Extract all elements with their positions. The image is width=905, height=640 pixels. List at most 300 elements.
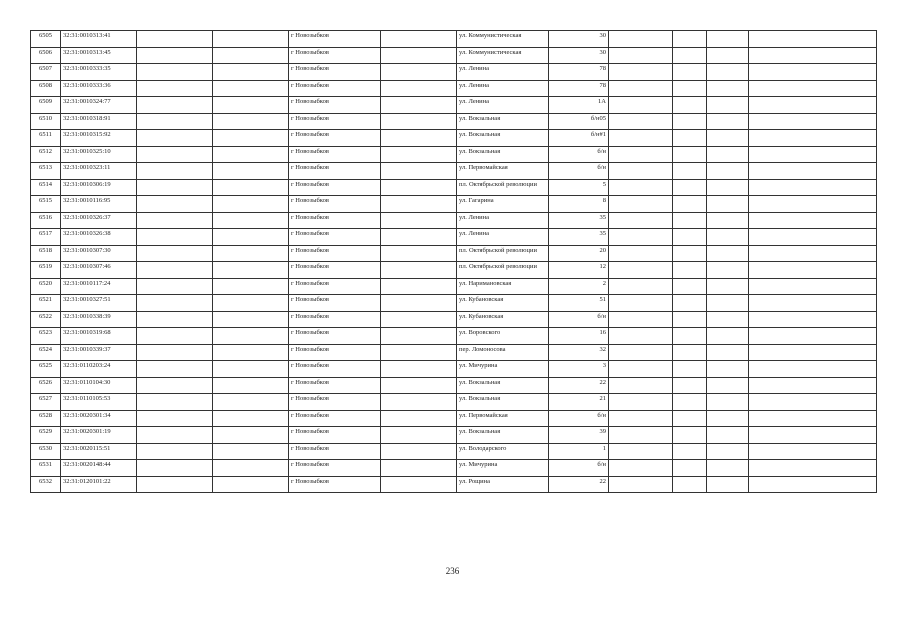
cadastral-number-cell: 32:31:0010324:77 — [61, 97, 137, 114]
empty-cell — [707, 64, 749, 81]
empty-cell — [749, 245, 877, 262]
street-cell: пл. Октябрьской революции — [457, 245, 549, 262]
cadastral-number-cell: 32:31:0010307:46 — [61, 262, 137, 279]
empty-cell — [381, 212, 457, 229]
row-number-cell: 6519 — [31, 262, 61, 279]
city-cell: г Новозыбков — [289, 278, 381, 295]
city-cell: г Новозыбков — [289, 377, 381, 394]
cadastral-number-cell: 32:31:0010318:91 — [61, 113, 137, 130]
house-number-cell: 30 — [549, 31, 609, 48]
empty-cell — [749, 394, 877, 411]
empty-cell — [749, 179, 877, 196]
empty-cell — [707, 410, 749, 427]
street-cell: ул. Кубановская — [457, 295, 549, 312]
house-number-cell: 22 — [549, 476, 609, 493]
empty-cell — [673, 245, 707, 262]
house-number-cell: 30 — [549, 47, 609, 64]
empty-cell — [707, 460, 749, 477]
house-number-cell: 20 — [549, 245, 609, 262]
empty-cell — [213, 377, 289, 394]
row-number-cell: 6515 — [31, 196, 61, 213]
row-number-cell: 6520 — [31, 278, 61, 295]
empty-cell — [213, 311, 289, 328]
house-number-cell: 35 — [549, 229, 609, 246]
house-number-cell: 1 — [549, 443, 609, 460]
table-row — [31, 344, 877, 361]
empty-cell — [137, 163, 213, 180]
empty-cell — [213, 80, 289, 97]
empty-cell — [673, 97, 707, 114]
table-row — [31, 229, 877, 246]
cadastral-number-cell: 32:31:0010319:68 — [61, 328, 137, 345]
city-cell: г Новозыбков — [289, 229, 381, 246]
empty-cell — [707, 97, 749, 114]
empty-cell — [609, 361, 673, 378]
empty-cell — [609, 377, 673, 394]
row-number-cell: 6505 — [31, 31, 61, 48]
street-cell: ул. Вокзальная — [457, 113, 549, 130]
empty-cell — [137, 394, 213, 411]
street-cell: ул. Ленина — [457, 80, 549, 97]
empty-cell — [137, 427, 213, 444]
registry-table — [30, 30, 877, 493]
empty-cell — [213, 328, 289, 345]
empty-cell — [213, 295, 289, 312]
row-number-cell: 6522 — [31, 311, 61, 328]
empty-cell — [609, 97, 673, 114]
empty-cell — [213, 146, 289, 163]
empty-cell — [749, 229, 877, 246]
city-cell: г Новозыбков — [289, 410, 381, 427]
empty-cell — [707, 262, 749, 279]
house-number-cell: 8 — [549, 196, 609, 213]
row-number-cell: 6514 — [31, 179, 61, 196]
cadastral-number-cell: 32:31:0020148:44 — [61, 460, 137, 477]
cadastral-number-cell: 32:31:0010327:51 — [61, 295, 137, 312]
cadastral-number-cell: 32:31:0010313:45 — [61, 47, 137, 64]
cadastral-number-cell: 32:31:0120101:22 — [61, 476, 137, 493]
row-number-cell: 6509 — [31, 97, 61, 114]
empty-cell — [707, 361, 749, 378]
empty-cell — [673, 361, 707, 378]
empty-cell — [381, 476, 457, 493]
empty-cell — [381, 64, 457, 81]
table-row — [31, 476, 877, 493]
empty-cell — [673, 443, 707, 460]
house-number-cell: 78 — [549, 80, 609, 97]
city-cell: г Новозыбков — [289, 80, 381, 97]
table-row — [31, 262, 877, 279]
street-cell: ул. Вокзальная — [457, 130, 549, 147]
empty-cell — [137, 146, 213, 163]
empty-cell — [749, 410, 877, 427]
empty-cell — [213, 212, 289, 229]
empty-cell — [381, 47, 457, 64]
table-row — [31, 328, 877, 345]
table-row — [31, 113, 877, 130]
house-number-cell: 21 — [549, 394, 609, 411]
city-cell: г Новозыбков — [289, 328, 381, 345]
empty-cell — [137, 245, 213, 262]
empty-cell — [707, 377, 749, 394]
empty-cell — [381, 179, 457, 196]
empty-cell — [609, 476, 673, 493]
empty-cell — [137, 229, 213, 246]
table-row — [31, 97, 877, 114]
empty-cell — [213, 229, 289, 246]
cadastral-number-cell: 32:31:0110104:30 — [61, 377, 137, 394]
empty-cell — [213, 344, 289, 361]
table-row — [31, 196, 877, 213]
empty-cell — [213, 427, 289, 444]
empty-cell — [609, 311, 673, 328]
row-number-cell: 6532 — [31, 476, 61, 493]
empty-cell — [137, 328, 213, 345]
row-number-cell: 6506 — [31, 47, 61, 64]
empty-cell — [609, 262, 673, 279]
empty-cell — [609, 163, 673, 180]
street-cell: ул. Вокзальная — [457, 377, 549, 394]
empty-cell — [213, 394, 289, 411]
empty-cell — [213, 97, 289, 114]
city-cell: г Новозыбков — [289, 130, 381, 147]
street-cell: пер. Ломоносова — [457, 344, 549, 361]
empty-cell — [609, 443, 673, 460]
row-number-cell: 6529 — [31, 427, 61, 444]
street-cell: ул. Гагарина — [457, 196, 549, 213]
empty-cell — [381, 245, 457, 262]
cadastral-number-cell: 32:31:0010313:41 — [61, 31, 137, 48]
empty-cell — [609, 410, 673, 427]
table-row — [31, 146, 877, 163]
empty-cell — [609, 146, 673, 163]
city-cell: г Новозыбков — [289, 97, 381, 114]
empty-cell — [137, 311, 213, 328]
house-number-cell: 3 — [549, 361, 609, 378]
empty-cell — [137, 443, 213, 460]
table-row — [31, 245, 877, 262]
city-cell: г Новозыбков — [289, 179, 381, 196]
empty-cell — [673, 31, 707, 48]
empty-cell — [213, 245, 289, 262]
empty-cell — [673, 427, 707, 444]
empty-cell — [707, 113, 749, 130]
empty-cell — [707, 47, 749, 64]
cadastral-number-cell: 32:31:0010315:92 — [61, 130, 137, 147]
empty-cell — [137, 460, 213, 477]
empty-cell — [673, 328, 707, 345]
table-row — [31, 410, 877, 427]
cadastral-number-cell: 32:31:0010323:11 — [61, 163, 137, 180]
empty-cell — [673, 163, 707, 180]
city-cell: г Новозыбков — [289, 262, 381, 279]
empty-cell — [707, 394, 749, 411]
empty-cell — [609, 80, 673, 97]
city-cell: г Новозыбков — [289, 476, 381, 493]
row-number-cell: 6516 — [31, 212, 61, 229]
house-number-cell: 78 — [549, 64, 609, 81]
empty-cell — [673, 394, 707, 411]
empty-cell — [673, 47, 707, 64]
street-cell: ул. Ленина — [457, 212, 549, 229]
empty-cell — [673, 80, 707, 97]
empty-cell — [707, 80, 749, 97]
empty-cell — [213, 476, 289, 493]
empty-cell — [213, 64, 289, 81]
table-row — [31, 278, 877, 295]
empty-cell — [609, 212, 673, 229]
empty-cell — [137, 113, 213, 130]
city-cell: г Новозыбков — [289, 47, 381, 64]
empty-cell — [673, 295, 707, 312]
city-cell: г Новозыбков — [289, 443, 381, 460]
page-number: 236 — [445, 566, 460, 576]
table-row — [31, 47, 877, 64]
empty-cell — [609, 427, 673, 444]
empty-cell — [749, 80, 877, 97]
empty-cell — [707, 328, 749, 345]
empty-cell — [381, 262, 457, 279]
empty-cell — [381, 163, 457, 180]
empty-cell — [381, 443, 457, 460]
house-number-cell: б/н — [549, 410, 609, 427]
empty-cell — [137, 476, 213, 493]
city-cell: г Новозыбков — [289, 163, 381, 180]
city-cell: г Новозыбков — [289, 311, 381, 328]
house-number-cell: 51 — [549, 295, 609, 312]
empty-cell — [673, 311, 707, 328]
house-number-cell: 1А — [549, 97, 609, 114]
house-number-cell: 5 — [549, 179, 609, 196]
cadastral-number-cell: 32:31:0010338:39 — [61, 311, 137, 328]
empty-cell — [673, 212, 707, 229]
empty-cell — [609, 278, 673, 295]
empty-cell — [707, 278, 749, 295]
empty-cell — [707, 245, 749, 262]
empty-cell — [673, 196, 707, 213]
empty-cell — [381, 146, 457, 163]
row-number-cell: 6525 — [31, 361, 61, 378]
cadastral-number-cell: 32:31:0110203:24 — [61, 361, 137, 378]
empty-cell — [213, 410, 289, 427]
table-row — [31, 31, 877, 48]
empty-cell — [213, 262, 289, 279]
street-cell: ул. Мичурина — [457, 460, 549, 477]
house-number-cell: б/н — [549, 163, 609, 180]
empty-cell — [381, 113, 457, 130]
empty-cell — [381, 427, 457, 444]
empty-cell — [707, 229, 749, 246]
empty-cell — [673, 229, 707, 246]
empty-cell — [137, 278, 213, 295]
empty-cell — [707, 146, 749, 163]
empty-cell — [213, 179, 289, 196]
row-number-cell: 6524 — [31, 344, 61, 361]
street-cell: ул. Мичурина — [457, 361, 549, 378]
empty-cell — [137, 97, 213, 114]
city-cell: г Новозыбков — [289, 245, 381, 262]
empty-cell — [609, 229, 673, 246]
row-number-cell: 6513 — [31, 163, 61, 180]
empty-cell — [749, 311, 877, 328]
empty-cell — [673, 410, 707, 427]
house-number-cell: 39 — [549, 427, 609, 444]
empty-cell — [749, 64, 877, 81]
house-number-cell: б/н05 — [549, 113, 609, 130]
street-cell: ул. Воровского — [457, 328, 549, 345]
empty-cell — [213, 443, 289, 460]
empty-cell — [137, 262, 213, 279]
empty-cell — [213, 196, 289, 213]
street-cell: ул. Кубановская — [457, 311, 549, 328]
empty-cell — [673, 113, 707, 130]
empty-cell — [673, 278, 707, 295]
empty-cell — [707, 344, 749, 361]
empty-cell — [137, 196, 213, 213]
street-cell: ул. Рощина — [457, 476, 549, 493]
empty-cell — [749, 113, 877, 130]
empty-cell — [707, 163, 749, 180]
empty-cell — [609, 295, 673, 312]
empty-cell — [609, 394, 673, 411]
cadastral-number-cell: 32:31:0010339:37 — [61, 344, 137, 361]
empty-cell — [381, 394, 457, 411]
house-number-cell: 16 — [549, 328, 609, 345]
city-cell: г Новозыбков — [289, 64, 381, 81]
empty-cell — [707, 427, 749, 444]
empty-cell — [137, 64, 213, 81]
street-cell: ул. Вокзальная — [457, 394, 549, 411]
table-row — [31, 295, 877, 312]
table-row — [31, 377, 877, 394]
city-cell: г Новозыбков — [289, 196, 381, 213]
empty-cell — [749, 361, 877, 378]
empty-cell — [609, 344, 673, 361]
cadastral-number-cell: 32:31:0010117:24 — [61, 278, 137, 295]
cadastral-number-cell: 32:31:0010326:38 — [61, 229, 137, 246]
city-cell: г Новозыбков — [289, 295, 381, 312]
empty-cell — [673, 460, 707, 477]
street-cell: ул. Коммунистическая — [457, 31, 549, 48]
empty-cell — [609, 196, 673, 213]
empty-cell — [707, 130, 749, 147]
cadastral-number-cell: 32:31:0010307:30 — [61, 245, 137, 262]
empty-cell — [609, 31, 673, 48]
empty-cell — [609, 47, 673, 64]
table-row — [31, 443, 877, 460]
empty-cell — [137, 410, 213, 427]
city-cell: г Новозыбков — [289, 212, 381, 229]
empty-cell — [213, 278, 289, 295]
empty-cell — [381, 328, 457, 345]
empty-cell — [749, 476, 877, 493]
empty-cell — [749, 295, 877, 312]
table-row — [31, 163, 877, 180]
empty-cell — [749, 212, 877, 229]
empty-cell — [609, 130, 673, 147]
empty-cell — [749, 328, 877, 345]
empty-cell — [707, 311, 749, 328]
empty-cell — [213, 163, 289, 180]
street-cell: пл. Октябрьской революции — [457, 262, 549, 279]
empty-cell — [381, 410, 457, 427]
table-row — [31, 130, 877, 147]
cadastral-number-cell: 32:31:0010333:35 — [61, 64, 137, 81]
empty-cell — [381, 460, 457, 477]
table-row — [31, 427, 877, 444]
street-cell: ул. Первомайская — [457, 410, 549, 427]
street-cell: ул. Первомайская — [457, 163, 549, 180]
empty-cell — [673, 179, 707, 196]
cadastral-number-cell: 32:31:0020301:19 — [61, 427, 137, 444]
empty-cell — [749, 427, 877, 444]
empty-cell — [673, 476, 707, 493]
empty-cell — [137, 80, 213, 97]
empty-cell — [673, 146, 707, 163]
house-number-cell: 32 — [549, 344, 609, 361]
empty-cell — [381, 80, 457, 97]
table-row — [31, 311, 877, 328]
row-number-cell: 6518 — [31, 245, 61, 262]
empty-cell — [137, 295, 213, 312]
cadastral-number-cell: 32:31:0010306:19 — [61, 179, 137, 196]
table-row — [31, 394, 877, 411]
row-number-cell: 6527 — [31, 394, 61, 411]
row-number-cell: 6511 — [31, 130, 61, 147]
empty-cell — [749, 443, 877, 460]
empty-cell — [749, 262, 877, 279]
city-cell: г Новозыбков — [289, 344, 381, 361]
empty-cell — [213, 460, 289, 477]
street-cell: ул. Наримановская — [457, 278, 549, 295]
cadastral-number-cell: 32:31:0020115:51 — [61, 443, 137, 460]
empty-cell — [381, 229, 457, 246]
empty-cell — [673, 344, 707, 361]
city-cell: г Новозыбков — [289, 31, 381, 48]
row-number-cell: 6530 — [31, 443, 61, 460]
cadastral-number-cell: 32:31:0110105:53 — [61, 394, 137, 411]
empty-cell — [749, 31, 877, 48]
empty-cell — [609, 245, 673, 262]
empty-cell — [707, 443, 749, 460]
city-cell: г Новозыбков — [289, 427, 381, 444]
street-cell: ул. Володарского — [457, 443, 549, 460]
empty-cell — [137, 377, 213, 394]
cadastral-number-cell: 32:31:0010333:36 — [61, 80, 137, 97]
city-cell: г Новозыбков — [289, 146, 381, 163]
empty-cell — [213, 47, 289, 64]
empty-cell — [749, 460, 877, 477]
empty-cell — [707, 179, 749, 196]
empty-cell — [213, 113, 289, 130]
empty-cell — [137, 31, 213, 48]
empty-cell — [381, 295, 457, 312]
row-number-cell: 6510 — [31, 113, 61, 130]
row-number-cell: 6528 — [31, 410, 61, 427]
empty-cell — [707, 31, 749, 48]
empty-cell — [137, 212, 213, 229]
row-number-cell: 6521 — [31, 295, 61, 312]
street-cell: ул. Ленина — [457, 229, 549, 246]
empty-cell — [137, 179, 213, 196]
empty-cell — [749, 47, 877, 64]
cadastral-number-cell: 32:31:0020301:34 — [61, 410, 137, 427]
empty-cell — [609, 64, 673, 81]
street-cell: ул. Ленина — [457, 64, 549, 81]
cadastral-number-cell: 32:31:0010116:95 — [61, 196, 137, 213]
street-cell: пл. Октябрьской революции — [457, 179, 549, 196]
empty-cell — [381, 377, 457, 394]
